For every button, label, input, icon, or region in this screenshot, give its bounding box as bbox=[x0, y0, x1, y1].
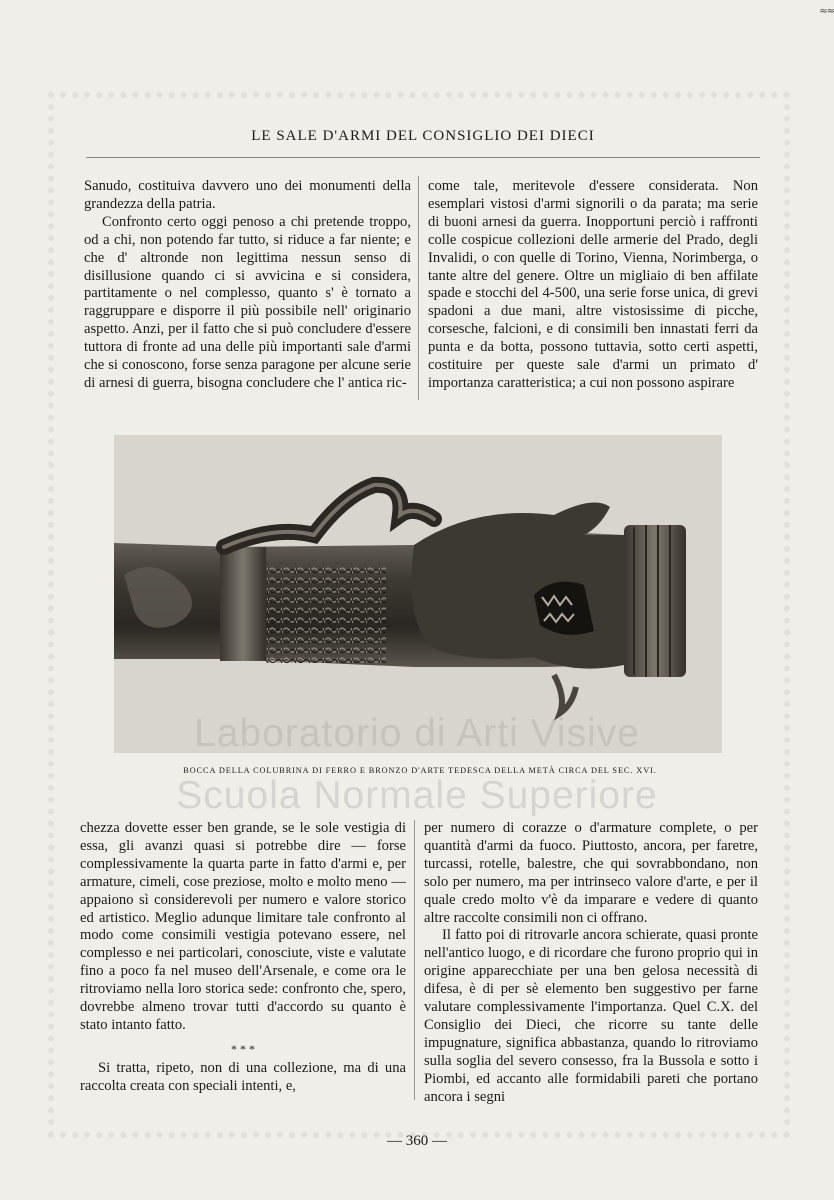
watermark-line-2: Scuola Normale Superiore bbox=[176, 774, 658, 817]
running-header: LE SALE D'ARMI DEL CONSIGLIO DEI DIECI bbox=[251, 128, 595, 144]
column-top-left bbox=[84, 178, 411, 404]
paragraph: per numero di corazze o d'armature complete, o per quantità d'armi da fuoco. Piuttosto, ancora, per faretre, turcassi, rotelle, balestre, che qui sovrabbondano, non solo per numero, ma per intrinseco valore d'arte, e per il quale credo molto v'è da imparare e vedere di quanto altre raccolte consimili non ci offrano. bbox=[424, 820, 758, 926]
watermark-line-1: Laboratorio di Arti Visive bbox=[194, 712, 640, 755]
paragraph: come tale, meritevole d'essere considerata. Non esemplari vistosi d'armi signorili o da parata; ma serie di buoni arnesi da guerra. Inopportuni perciò i raffronti colle cospicue collezioni delle armerie del Prado, degli Invalidi, o con quelle di Torino, Vienna, Norimberga, o tante altre del genere. Oltre un migliaio di ben affilate spade e stocchi del 4-500, una serie forse unica, di grevi spadoni a due mani, altre vistosissime di picche, corsesche, falcioni, e di consimili ben innastati ferri da punta e da botta, possono tuttavia, sotto certi aspetti, costituire per queste sale d'armi un primato d' importanza caratteristica; a cui non possono aspirare bbox=[428, 178, 758, 391]
column-bottom-left bbox=[80, 820, 406, 1096]
paragraph: Sanudo, costituiva davvero uno dei monumenti della grandezza della patria. bbox=[84, 178, 411, 212]
culverin-illustration bbox=[114, 435, 722, 753]
column-divider bbox=[414, 820, 415, 1100]
header-rule bbox=[86, 157, 760, 158]
culverin-muzzle-photo bbox=[114, 435, 722, 753]
paragraph: Il fatto poi di ritrovarle ancora schierate, quasi pronte nell'antico luogo, e di ricordare che furono proprio qui in origine apparecchiate per una ben gelosa necessità di difesa, è di per sè elemento ben suggestivo per farne valutare complessivamente l'importanza. Quel C.X. del Consiglio dei Dieci, che ricorre su tante delle impugnature, significa abbastanza, quando lo ritroviamo sulla soglia del severo consesso, fra la Bussola e sotto i Piombi, ed accanto alle formidabili pareti che portano ancora i segni bbox=[424, 927, 758, 1105]
section-asterism: * * * bbox=[231, 1041, 255, 1056]
column-top-right bbox=[428, 178, 758, 404]
page-number: — 360 — bbox=[387, 1133, 447, 1149]
column-divider bbox=[418, 176, 419, 400]
column-bottom-right bbox=[424, 820, 758, 1107]
paragraph: Si tratta, ripeto, non di una collezione, ma di una raccolta creata con speciali intenti, e, bbox=[80, 1059, 406, 1094]
paragraph: Confronto certo oggi penoso a chi pretende troppo, od a chi, non potendo far tutto, si riduce a far niente; e che d' altronde non legittima nessun senso di disillusione quando ci si avvicina e si considera, partitamente o nel complesso, quanto s' è tornato a raggruppare e disporre il più possibile nell' originario aspetto. Anzi, per il fatto che si può concludere d'essere tuttora di fronte ad una delle più importanti sale d'armi che si conoscono, forse senza paragone per alcune serie di arnesi di guerra, bisogna concludere che l' antica ric- bbox=[84, 213, 411, 391]
paragraph: chezza dovette esser ben grande, se le sole vestigia di essa, gli avanzi quasi si potrebbe dire — forse complessivamente la quarta parte in fatto d'armi e, per armature, cimeli, cose preziose, molto e molto meno — appaiono sì considerevoli per numero e valore storico ed artistico. Meglio adunque limitare tale confronto al modo come consimili vestigia potevano essere, nel complesso e nei particolari, conosciute, viste e valutate fino a poco fa nel museo dell'Arsenale, e come ora le ritroviamo nella loro storica sede: confronto che, spero, dovrebbe almeno trovar tutti d'accordo su quanto è stato intanto fatto. bbox=[80, 820, 406, 1033]
corner-mark: ≈≈ bbox=[819, 6, 834, 17]
figure-caption: BOCCA DELLA COLUBRINA DI FERRO E BRONZO D'ARTE TEDESCA DELLA METÀ CIRCA DEL SEC. XVI. bbox=[183, 766, 657, 775]
